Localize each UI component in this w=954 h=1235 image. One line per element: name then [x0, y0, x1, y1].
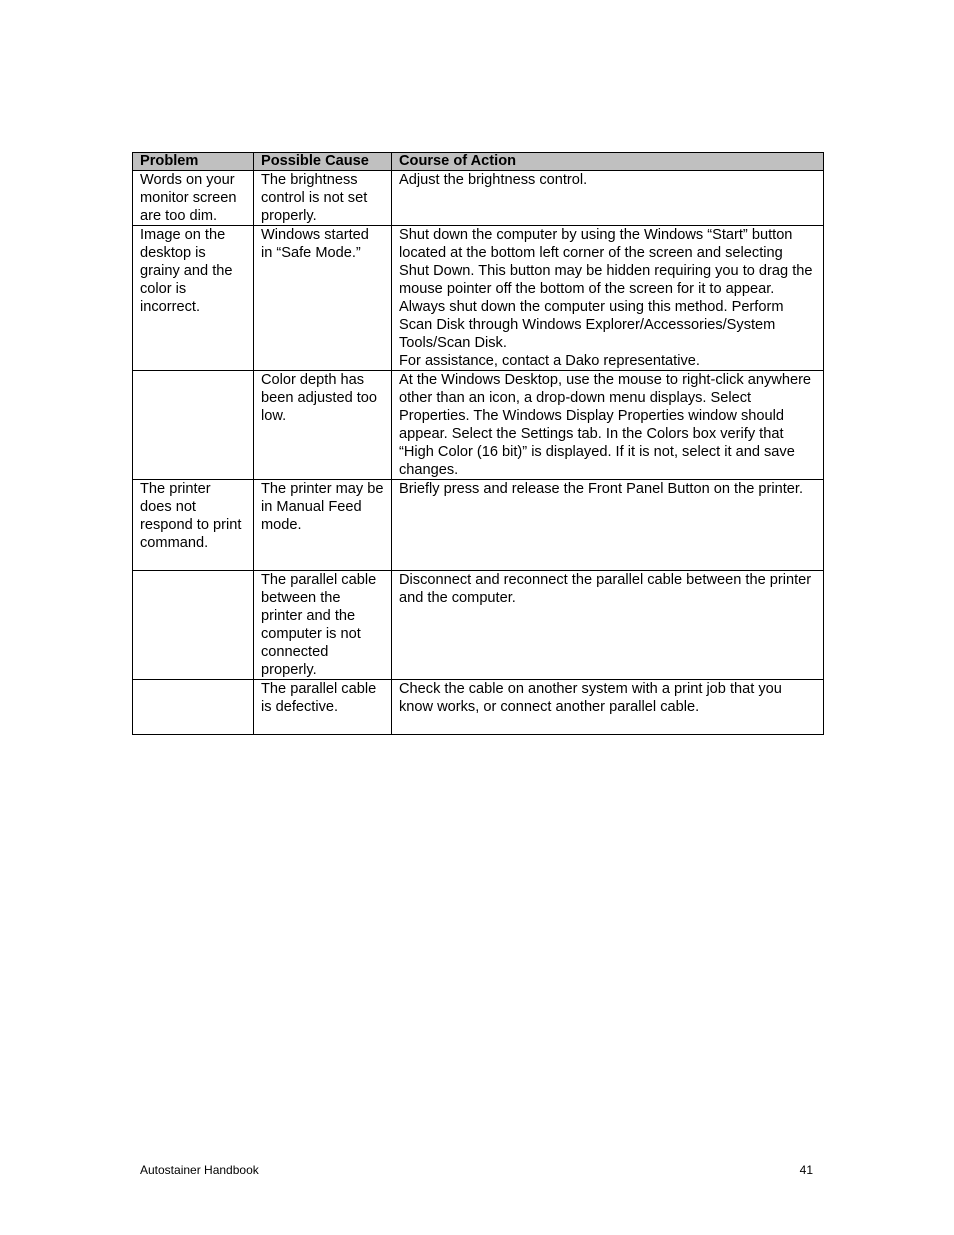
header-possible-cause: Possible Cause: [254, 153, 392, 171]
problem-cell: Image on the desktop is grainy and the color is incorrect.: [133, 226, 254, 371]
action-cell: Adjust the brightness control.: [392, 171, 824, 226]
problem-cell: Words on your monitor screen are too dim.: [133, 171, 254, 226]
table-row: [133, 480, 824, 571]
cause-cell: Windows started in “Safe Mode.”: [254, 226, 392, 371]
cause-cell: The parallel cable between the printer and the computer is not connected properly.: [254, 571, 392, 680]
cause-cell: The brightness control is not set properly.: [254, 171, 392, 226]
cause-cell: Color depth has been adjusted too low.: [254, 371, 392, 480]
action-cell: Briefly press and release the Front Panel Button on the printer.: [392, 480, 824, 571]
table-header-row: [133, 153, 824, 171]
table-row: [133, 371, 824, 480]
table-row: [133, 680, 824, 735]
cause-cell: The printer may be in Manual Feed mode.: [254, 480, 392, 571]
troubleshooting-table: [132, 152, 824, 735]
cause-cell: The parallel cable is defective.: [254, 680, 392, 735]
header-course-of-action: Course of Action: [392, 153, 824, 171]
table-row: [133, 571, 824, 680]
problem-cell: [133, 680, 254, 735]
problem-cell: [133, 371, 254, 480]
table-row: [133, 226, 824, 371]
action-cell: At the Windows Desktop, use the mouse to right-click anywhere other than an icon, a drop-down menu displays. Select Properties. The Windows Display Properties window should appear. Select the Settings tab. In the Colors box verify that “High Color (16 bit)” is displayed. If it is not, select it and save changes.: [392, 371, 824, 480]
action-cell: Disconnect and reconnect the parallel cable between the printer and the computer.: [392, 571, 824, 680]
table-row: [133, 171, 824, 226]
action-cell: Check the cable on another system with a print job that you know works, or connect another parallel cable.: [392, 680, 824, 735]
header-problem: Problem: [133, 153, 254, 171]
footer-title: Autostainer Handbook: [140, 1163, 259, 1177]
page-number: 41: [799, 1163, 813, 1177]
problem-cell: [133, 571, 254, 680]
action-cell: Shut down the computer by using the Windows “Start” button located at the bottom left corner of the screen and selecting Shut Down. This button may be hidden requiring you to drag the mouse pointer off the bottom of the screen for it to appear. Always shut down the computer using this method. Perform Scan Disk through Windows Explorer/Accessories/System Tools/Scan Disk. For assistance, contact a Dako representative.: [392, 226, 824, 371]
problem-cell: The printer does not respond to print command.: [133, 480, 254, 571]
